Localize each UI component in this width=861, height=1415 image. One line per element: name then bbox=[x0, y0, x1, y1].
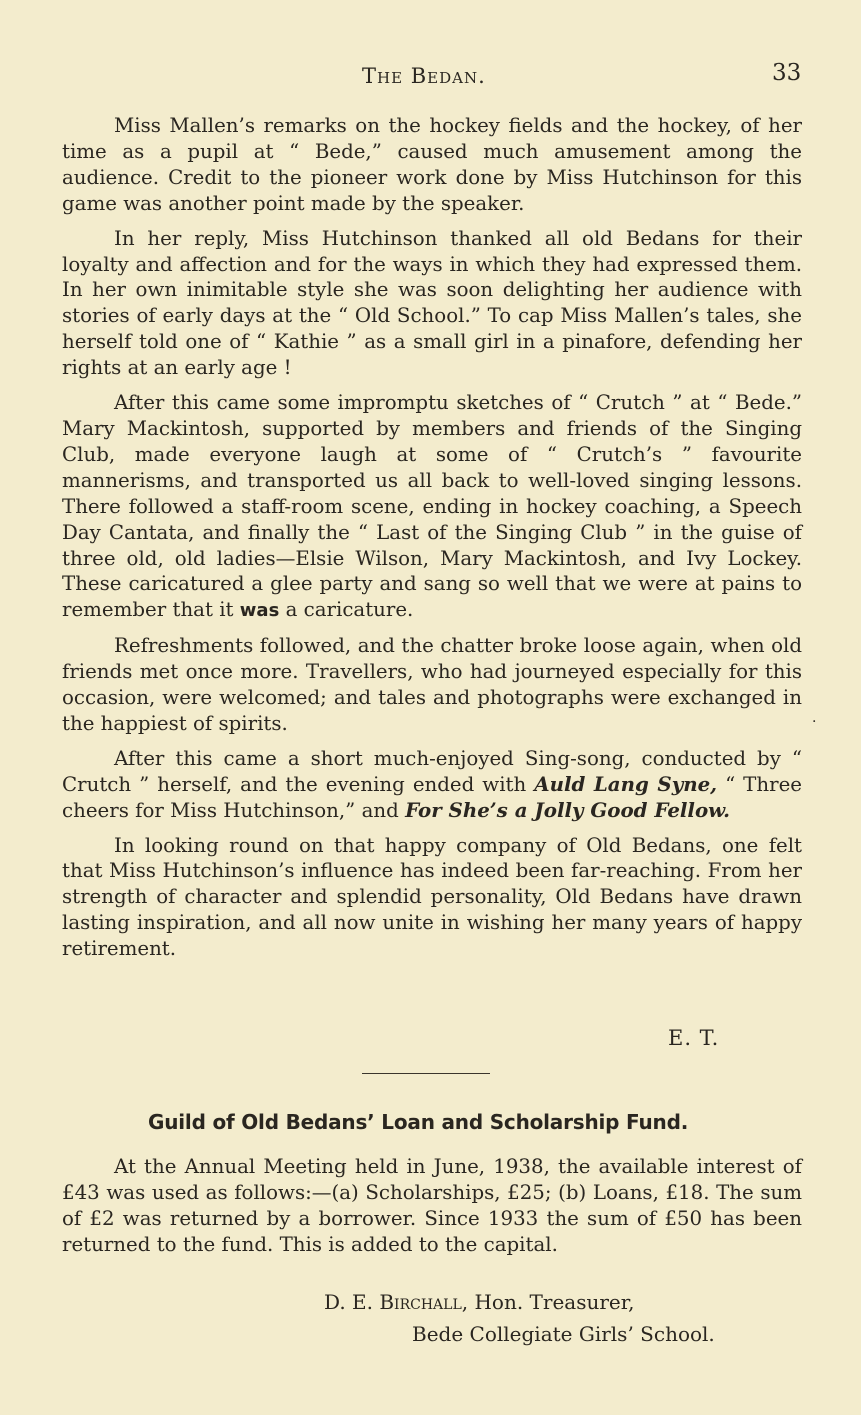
paragraph-3-text: After this came some impromptu sketches of “ Crutch ” at “ Bede.” Mary Mackintosh, supported by members and friends of the Singing Club, made everyone laugh at some of “ Crutch’s ” favourite mannerisms, and transported us all back to well-loved singing lessons. There followed a staff-room scene, ending in hockey coaching, a Speech Day Cantata, and finally the “ Last of the Singing Club ” in the guise of three old, old ladies—Elsie Wilson, Mary Mackintosh, and Ivy Lockey. These caricatured a glee party and sang so well that we were at pains to remember that it bbox=[62, 391, 802, 622]
page-number: 33 bbox=[772, 60, 802, 86]
running-head bbox=[0, 60, 861, 90]
article-body bbox=[62, 113, 802, 971]
section-divider bbox=[362, 1073, 490, 1074]
song-title-jolly-good-fellow: For She’s a Jolly Good Fellow. bbox=[405, 797, 731, 822]
treasurer-initials: D. E. bbox=[324, 1290, 380, 1314]
emphasis-was: was bbox=[239, 600, 280, 622]
paragraph-5-mid: “ Three cheers for Miss Hutchinson,” and bbox=[62, 772, 802, 822]
fund-paragraph: At the Annual Meeting held in June, 1938, the available interest of £43 was used as follows:—(a) Scholarships, £25; (b) Loans, £18. The sum of £2 was returned by a borrower. Since 1933 the sum of £50 has been returned to the fund. This is added to the capital. bbox=[62, 1155, 802, 1256]
song-title-auld-lang-syne: Auld Lang Syne, bbox=[534, 771, 718, 796]
paragraph-3-end: a caricature. bbox=[279, 598, 414, 622]
fund-heading: Guild of Old Bedans’ Loan and Scholarship Fund. bbox=[148, 1110, 689, 1134]
paragraph-6: In looking round on that happy company of Old Bedans, one felt that Miss Hutchinson’s influence has indeed been far-reaching. From her strength of character and splendid personality, Old Bedans have drawn lasting inspiration, and all now unite in wishing her many years of happy retirement. bbox=[62, 833, 802, 961]
treasurer-name: Birchall bbox=[379, 1290, 462, 1314]
fund-section bbox=[62, 1154, 802, 1267]
margin-dot: · bbox=[812, 714, 817, 730]
article-signature: E. T. bbox=[668, 1026, 720, 1050]
paragraph-3 bbox=[62, 390, 802, 624]
running-title: The Bedan. bbox=[362, 64, 486, 88]
treasurer-line bbox=[324, 1290, 634, 1314]
paragraph-4: Refreshments followed, and the chatter broke loose again, when old friends met once more. Travellers, who had journeyed especially for this occasion, were welcomed; and tales and photographs were exchanged in the happiest of spirits. bbox=[62, 634, 802, 735]
paragraph-5 bbox=[62, 746, 802, 824]
treasurer-title: , Hon. Treasurer, bbox=[461, 1290, 635, 1314]
school-line: Bede Collegiate Girls’ School. bbox=[412, 1322, 715, 1346]
paragraph-2: In her reply, Miss Hutchinson thanked all old Bedans for their loyalty and affection and for the ways in which they had expressed them. In her own inimitable style she was soon delighting her audience with stories of early days at the “ Old School.” To cap Miss Mallen’s tales, she herself told one of “ Kathie ” as a small girl in a pinafore, defending her rights at an early age ! bbox=[62, 226, 802, 380]
paragraph-1: Miss Mallen’s remarks on the hockey fields and the hockey, of her time as a pupil at “ Bede,” caused much amusement among the audience. Credit to the pioneer work done by Miss Hutchinson for this game was another point made by the speaker. bbox=[62, 114, 802, 215]
paragraph-5-text: After this came a short much-enjoyed Sing-song, conducted by “ Crutch ” herself, and the evening ended with bbox=[62, 746, 802, 796]
